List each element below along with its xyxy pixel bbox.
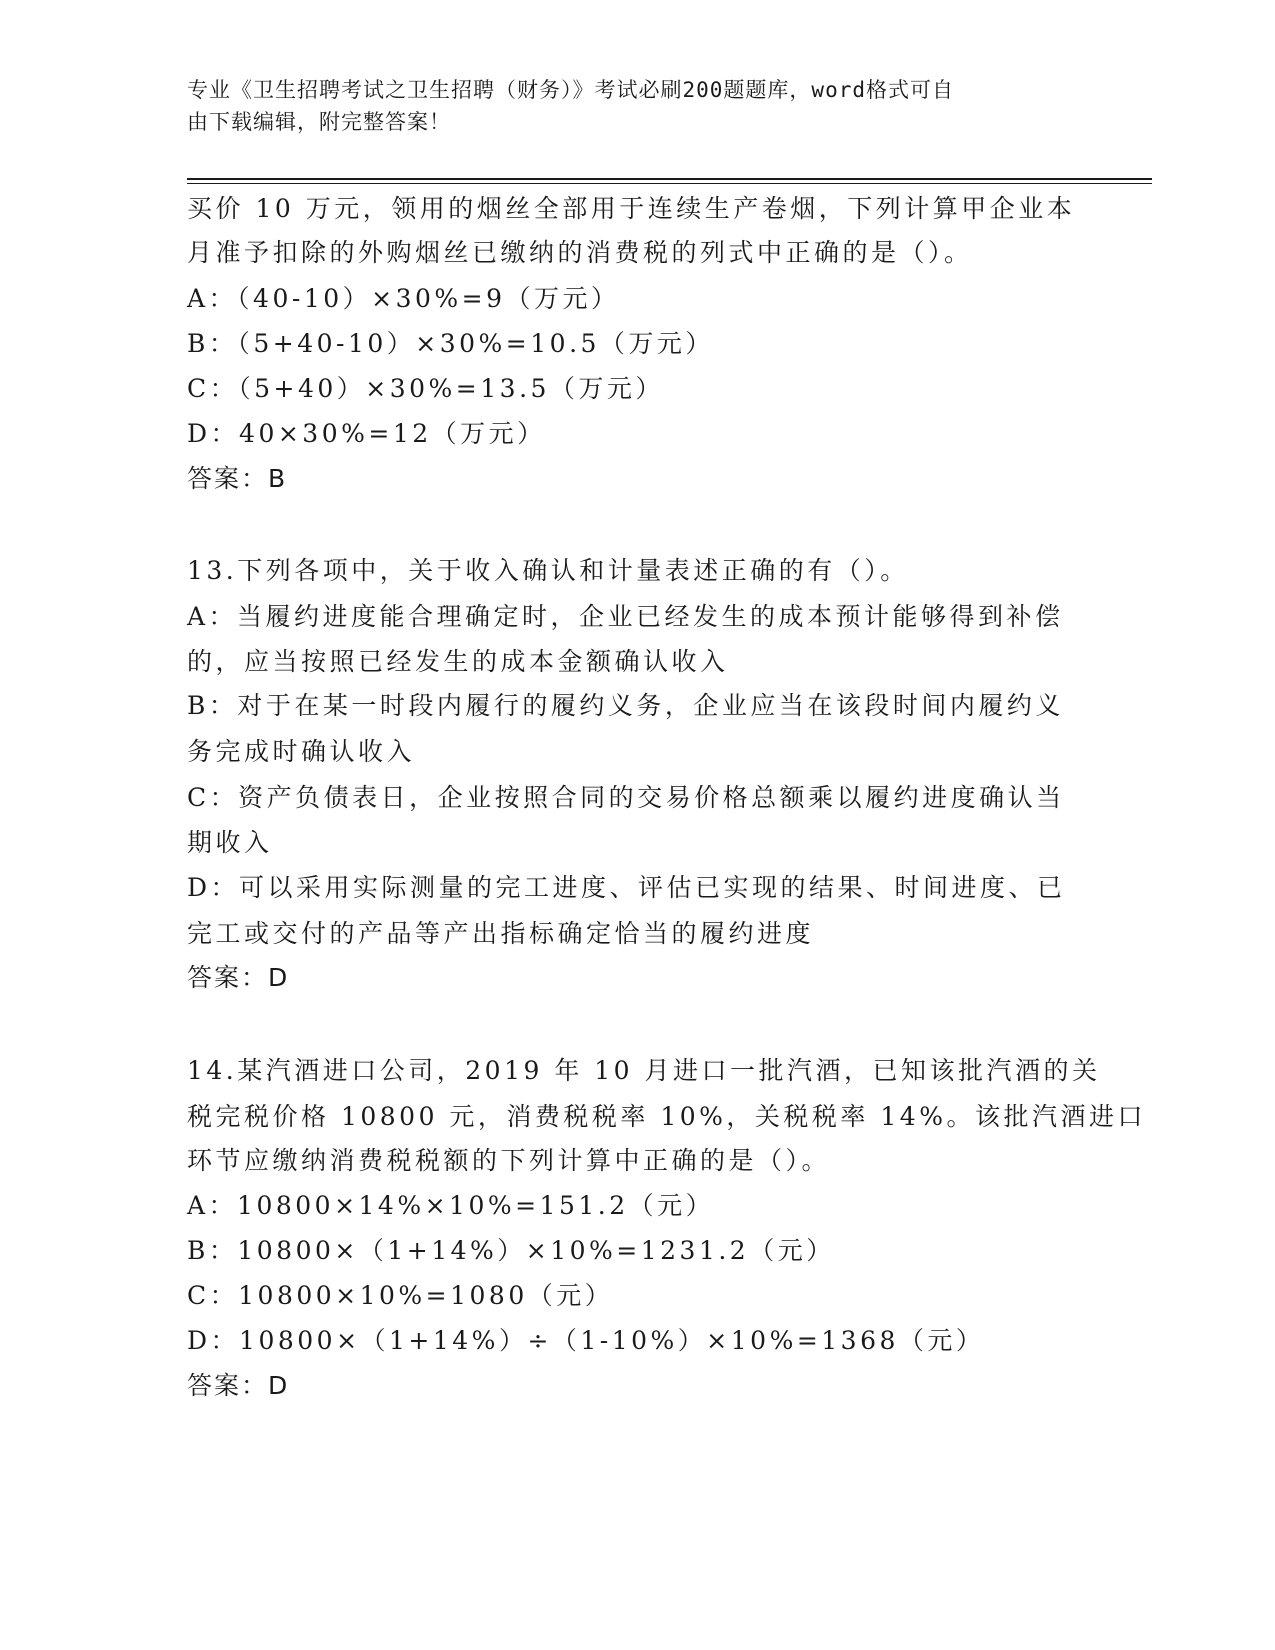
- q13-option-c-line-1: C：资产负债表日，企业按照合同的交易价格总额乘以履约进度确认当: [187, 783, 1065, 812]
- header-divider-thin: [187, 183, 1152, 184]
- q12-option-a: A：（40-10）×30%=9（万元）: [187, 284, 620, 313]
- q12-answer: 答案：B: [187, 464, 288, 493]
- q12-option-d: D：40×30%=12（万元）: [187, 419, 546, 448]
- q14-stem-line-3: 环节应缴纳消费税税额的下列计算中正确的是（）。: [187, 1146, 831, 1175]
- header-divider-thick: [187, 178, 1152, 180]
- q13-option-d-line-1: D：可以采用实际测量的完工进度、评估已实现的结果、时间进度、已: [187, 873, 1066, 902]
- q14-option-a: A：10800×14%×10%=151.2（元）: [187, 1191, 715, 1220]
- q12-option-c: C：（5+40）×30%=13.5（万元）: [187, 374, 664, 403]
- q13-option-d-line-2: 完工或交付的产品等产出指标确定恰当的履约进度: [187, 919, 815, 948]
- q14-answer: 答案：D: [187, 1371, 290, 1400]
- q13-option-c-line-2: 期收入: [187, 828, 273, 857]
- q14-stem-line-1: 14.某汽酒进口公司，2019 年 10 月进口一批汽酒，已知该批汽酒的关: [187, 1056, 1101, 1085]
- header-line-2: 由下载编辑，附完整答案！: [187, 110, 451, 134]
- q14-option-b: B：10800×（1+14%）×10%=1231.2（元）: [187, 1236, 835, 1265]
- document-header: [187, 74, 1067, 138]
- q12-stem-line-2: 月准予扣除的外购烟丝已缴纳的消费税的列式中正确的是（）。: [187, 238, 973, 267]
- q14-stem-line-2: 税完税价格 10800 元，消费税税率 10%，关税税率 14%。该批汽酒进口: [187, 1102, 1146, 1131]
- q12-stem-line-1: 买价 10 万元，领用的烟丝全部用于连续生产卷烟，下列计算甲企业本: [187, 194, 1076, 223]
- q14-option-c: C：10800×10%=1080（元）: [187, 1281, 614, 1310]
- q13-option-a-line-1: A：当履约进度能合理确定时，企业已经发生的成本预计能够得到补偿: [187, 602, 1064, 631]
- q13-stem: 13.下列各项中，关于收入确认和计量表述正确的有（）。: [187, 556, 909, 585]
- q13-option-b-line-1: B：对于在某一时段内履行的履约义务，企业应当在该段时间内履约义: [187, 691, 1064, 720]
- q13-option-a-line-2: 的，应当按照已经发生的成本金额确认收入: [187, 647, 729, 676]
- q13-answer: 答案：D: [187, 963, 290, 992]
- header-line-1: 专业《卫生招聘考试之卫生招聘（财务）》考试必刷200题题库，word格式可自: [187, 78, 954, 102]
- q13-option-b-line-2: 务完成时确认收入: [187, 737, 416, 766]
- q12-option-b: B：（5+40-10）×30%=10.5（万元）: [187, 329, 714, 358]
- q14-option-d: D：10800×（1+14%）÷（1-10%）×10%=1368（元）: [187, 1326, 985, 1355]
